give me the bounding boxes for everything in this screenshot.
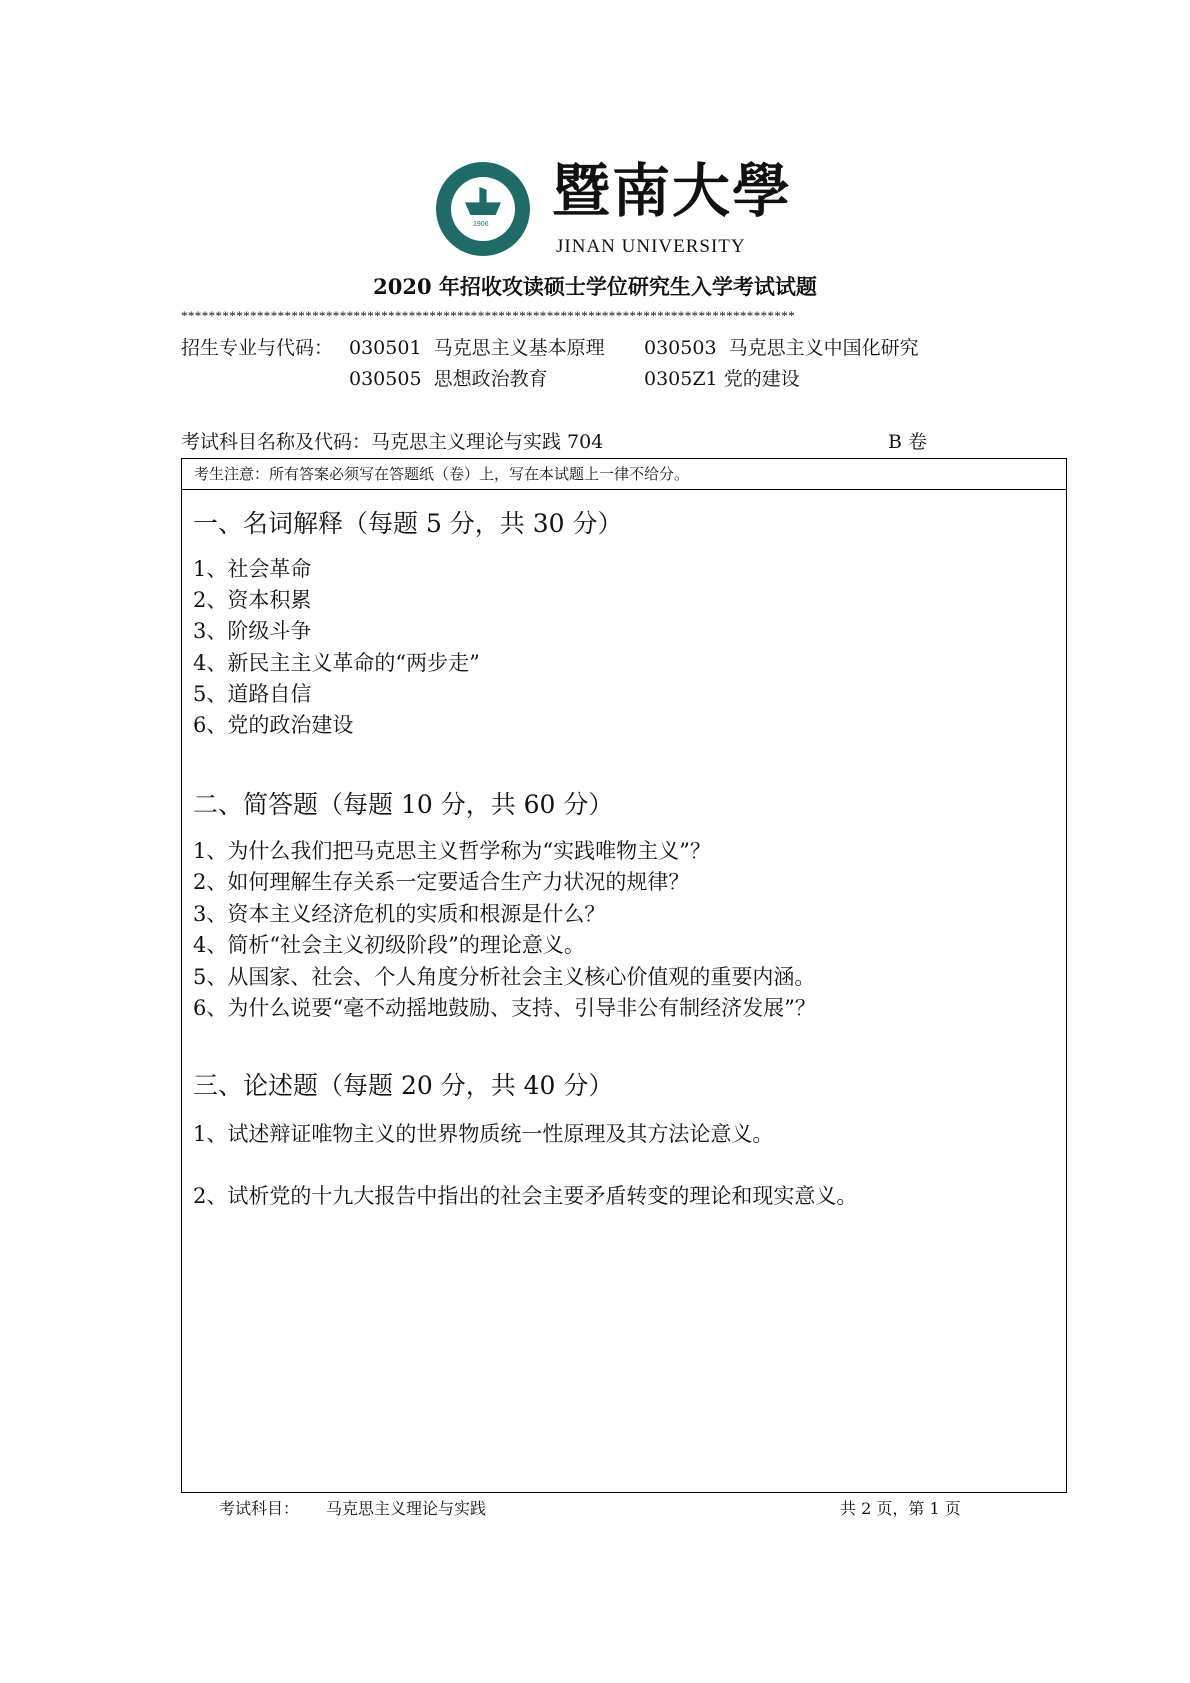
university-name-en: JINAN UNIVERSITY (556, 236, 746, 257)
notice: 考生注意：所有答案必须写在答题纸（卷）上，写在本试题上一律不给分。 (182, 459, 1066, 490)
section-heading: 二、简答题（每题 10 分，共 60 分） (193, 790, 614, 819)
programs-label: 招生专业与代码： (181, 337, 334, 359)
program-name: 思想政治教育 (433, 368, 548, 390)
university-seal-logo (436, 162, 530, 256)
program-code: 030503 (644, 337, 717, 359)
page-indicator: 共 2 页，第 1 页 (840, 1499, 961, 1518)
section-heading: 一、名词解释（每题 5 分，共 30 分） (193, 509, 623, 538)
subject-line (181, 430, 603, 454)
program-code: 0305Z1 (644, 368, 718, 390)
program-name: 马克思主义中国化研究 (728, 337, 919, 359)
subject-label: 考试科目名称及代码： (181, 431, 372, 453)
program-item (644, 336, 919, 360)
subject-value: 马克思主义理论与实践 704 (371, 431, 604, 453)
university-name-cn: 暨南大學 (552, 157, 793, 225)
paper-version: B 卷 (888, 431, 928, 453)
question-item: 2、试析党的十九大报告中指出的社会主要矛盾转变的理论和现实意义。 (193, 1184, 858, 1208)
question-item: 5、从国家、社会、个人角度分析社会主义核心价值观的重要内涵。 (193, 965, 816, 989)
question-item: 4、简析“社会主义初级阶段”的理论意义。 (193, 933, 585, 957)
program-item (349, 336, 605, 360)
question-item: 3、资本主义经济危机的实质和根源是什么？ (193, 902, 606, 926)
program-item (644, 367, 800, 391)
question-item: 6、为什么说要“毫不动摇地鼓励、支持、引导非公有制经济发展”？ (193, 996, 816, 1020)
question-item: 3、阶级斗争 (193, 619, 312, 643)
exam-title: 2020 年招收攻读硕士学位研究生入学考试试题 (373, 274, 817, 299)
question-item: 1、社会革命 (193, 557, 312, 581)
question-item: 1、为什么我们把马克思主义哲学称为“实践唯物主义”？ (193, 839, 711, 863)
question-item: 1、试述辩证唯物主义的世界物质统一性原理及其方法论意义。 (193, 1122, 774, 1146)
question-item: 2、资本积累 (193, 588, 312, 612)
program-item (349, 367, 548, 391)
program-code: 030505 (349, 368, 422, 390)
footer-subject: 马克思主义理论与实践 (326, 1499, 487, 1518)
ship-icon (465, 187, 501, 215)
question-item: 2、如何理解生存关系一定要适合生产力状况的规律？ (193, 870, 690, 894)
question-item: 6、党的政治建设 (193, 713, 354, 737)
program-name: 马克思主义基本原理 (433, 337, 605, 359)
question-item: 4、新民主主义革命的“两步走” (193, 651, 480, 675)
footer-label: 考试科目： (219, 1499, 300, 1518)
question-item: 5、道路自信 (193, 682, 312, 706)
seal-year: 1906 (473, 221, 489, 228)
section-heading: 三、论述题（每题 20 分，共 40 分） (193, 1071, 614, 1100)
program-name: 党的建设 (723, 368, 800, 390)
star-divider: ***************************************************************************************** (181, 308, 796, 323)
program-code: 030501 (349, 337, 422, 359)
